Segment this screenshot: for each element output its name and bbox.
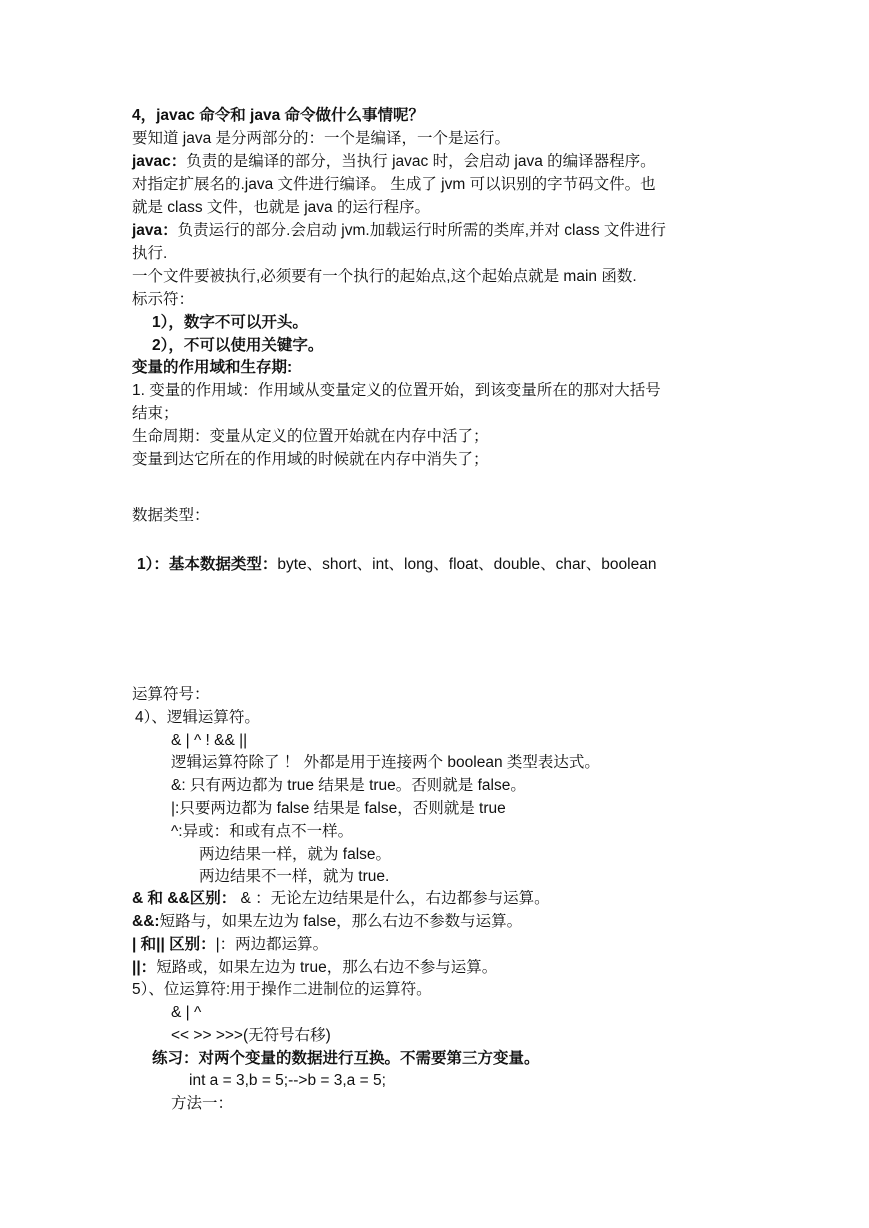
text-line: << >> >>>(无符号右移) xyxy=(171,1027,331,1044)
text-span: & ：无论左边结果是什么，右边都参与运算。 xyxy=(236,890,550,907)
term-java: java： xyxy=(132,222,178,239)
term-or-diff: | 和|| 区别： xyxy=(132,936,216,953)
text-line: 5）、位运算符:用于操作二进制位的运算符。 xyxy=(132,981,432,998)
text-line: 要知道 java 是分两部分的：一个是编译，一个是运行。 xyxy=(132,130,511,147)
text-span: 短路与，如果左边为 false，那么右边不参数与运算。 xyxy=(159,913,523,930)
text-line: 变量到达它所在的作用域的时候就在内存中消失了； xyxy=(132,451,489,468)
text-line-javac xyxy=(132,152,656,172)
heading-operators: 运算符号： xyxy=(132,686,210,703)
text-line: 就是 class 文件，也就是 java 的运行程序。 xyxy=(132,199,430,216)
term-basic-types: 1）：基本数据类型： xyxy=(137,556,278,573)
text-line: 标示符： xyxy=(132,291,195,308)
exercise-line: 练习：对两个变量的数据进行互换。不需要第三方变量。 xyxy=(152,1050,540,1067)
term-short-or: ||： xyxy=(132,959,157,976)
term-short-and: &&: xyxy=(132,913,160,930)
text-line: &: 只有两边都为 true 结果是 true。否则就是 false。 xyxy=(171,777,526,794)
list-item: 1），数字不可以开头。 xyxy=(152,314,308,331)
text-line: 结束； xyxy=(132,405,179,422)
heading-data-types: 数据类型： xyxy=(132,507,210,524)
text-span: 负责的是编译的部分，当执行 javac 时，会启动 java 的编译器程序。 xyxy=(186,153,656,170)
text-line: 执行. xyxy=(132,245,168,262)
text-span: byte、short、int、long、float、double、char、boolean xyxy=(277,556,657,573)
text-line: 两边结果不一样，就为 true. xyxy=(199,868,390,885)
text-line: 对指定扩展名的.java 文件进行编译。 生成了 jvm 可以识别的字节码文件。也 xyxy=(132,176,656,193)
text-line-or-diff xyxy=(132,935,328,955)
code-line: int a = 3,b = 5;-->b = 3,a = 5; xyxy=(189,1072,386,1089)
text-span: |：两边都运算。 xyxy=(215,936,329,953)
text-line: & | ^ ! && || xyxy=(171,732,248,749)
text-line: ^:异或：和或有点不一样。 xyxy=(171,823,354,840)
text-line-short-or xyxy=(132,958,497,978)
text-line: |:只要两边都为 false 结果是 false，否则就是 true xyxy=(171,800,506,817)
term-javac: javac： xyxy=(132,153,187,170)
text-line: & | ^ xyxy=(171,1004,202,1021)
text-line: 一个文件要被执行,必须要有一个执行的起始点,这个起始点就是 main 函数. xyxy=(132,268,637,285)
text-line-short-and xyxy=(132,912,522,932)
list-item: 2），不可以使用关键字。 xyxy=(152,337,324,354)
text-line: 4）、逻辑运算符。 xyxy=(135,709,260,726)
heading-javac-java: 4，javac 命令和 java 命令做什么事情呢？ xyxy=(132,107,424,124)
heading-scope: 变量的作用域和生存期: xyxy=(132,359,293,376)
text-span: 负责运行的部分.会启动 jvm.加载运行时所需的类库,并对 class 文件进行 xyxy=(177,222,666,239)
text-line: 方法一： xyxy=(171,1095,234,1112)
text-line-java xyxy=(132,221,666,241)
text-span: 短路或，如果左边为 true，那么右边不参与运算。 xyxy=(156,959,498,976)
text-line: 逻辑运算符除了 ！ 外都是用于连接两个 boolean 类型表达式。 xyxy=(171,754,600,771)
text-line: 1. 变量的作用域：作用域从变量定义的位置开始，到该变量所在的那对大括号 xyxy=(132,382,661,399)
text-line: 生命周期：变量从定义的位置开始就在内存中活了； xyxy=(132,428,489,445)
text-line-basic-types xyxy=(137,555,656,575)
text-line: 两边结果一样，就为 false。 xyxy=(199,846,392,863)
term-and-diff: & 和 &&区别： xyxy=(132,890,237,907)
text-line-and-diff xyxy=(132,889,550,909)
